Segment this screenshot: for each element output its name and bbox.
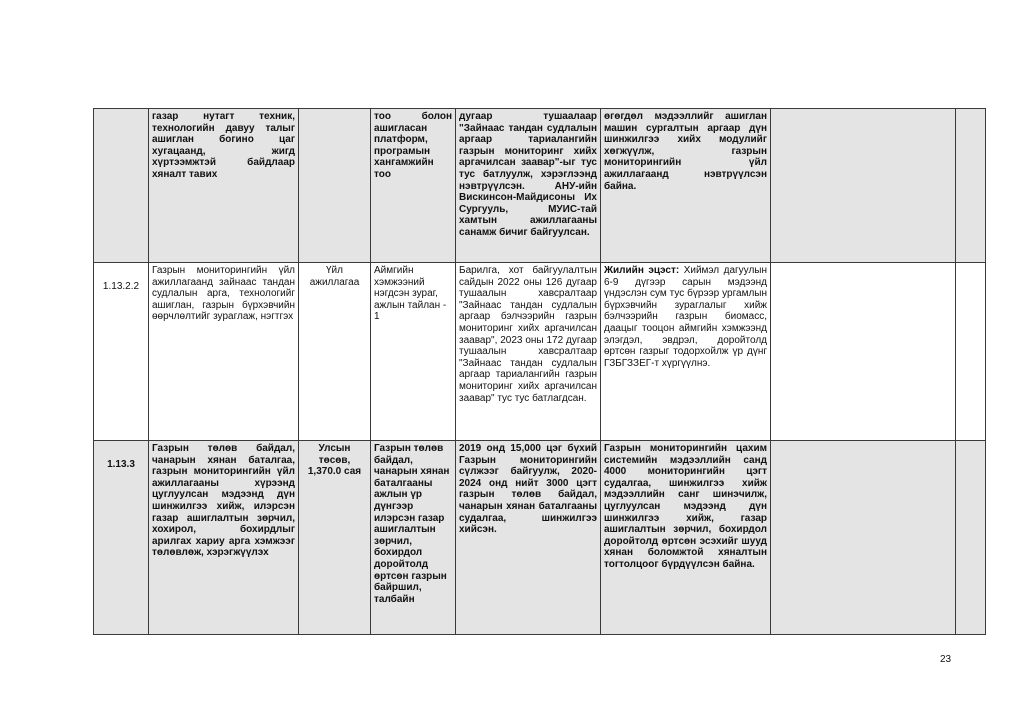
cell-blank	[771, 109, 956, 263]
cell-number	[94, 109, 149, 263]
cell-number: 1.13.2.2	[94, 263, 149, 441]
report-table	[93, 108, 986, 635]
page-number: 23	[940, 654, 952, 665]
cell-task: Газрын төлөв байдал, чанарын хянан баталгаа, газрын мониторингийн үйл ажиллагааны хүрээнд цуглуулсан мэдээнд дүн шинжилгээ хийж, илэрсэн газар ашиглалтын зөрчил, хохирол, бохирдлыг арилгах хариу арга хэмжээг төлөвлөж, хэрэгжүүлэх	[149, 441, 299, 635]
cell-indicator: Аймгийн хэмжээний нэгдсэн зураг, ажлын тайлан - 1	[371, 263, 456, 441]
cell-task: Газрын мониторингийн үйл ажиллагаанд зайнаас тандан судлалын арга, технологийг ашиглан, газрын бүрхэвчийн өөрчлөлтийг зураглаж, нэгтгэх	[149, 263, 299, 441]
table-row	[94, 441, 986, 635]
cell-blank	[956, 109, 986, 263]
cell-budget	[299, 109, 371, 263]
result-label: Жилийн эцэст:	[604, 265, 680, 276]
cell-result: Газрын мониторингийн цахим системийн мэдээллийн санд 4000 мониторингийн цэгт судалгаа, шинжилгээ хийж мэдээллийн санг шинэчилж, цуглуулсан мэдээнд дүн шинжилгээ хийж, газар ашиглалтын зөрчил, бохирдол доройтолд өртсөн эсэхийг шууд хянан боломжтой хяналтын тогтолцоог бүрдүүлсэн байна.	[601, 441, 771, 635]
cell-budget: Улсын төсөв, 1,370.0 сая	[299, 441, 371, 635]
table-row	[94, 109, 986, 263]
cell-indicator: Газрын төлөв байдал, чанарын хянан баталгааны ажлын үр дүнгээр илэрсэн газар ашиглалтын зөрчил, бохирдол доройтолд өртсөн газрын байршил, талбайн	[371, 441, 456, 635]
cell-blank	[771, 263, 956, 441]
cell-progress: 2019 онд 15,000 цэг бүхий Газрын мониторингийн сүлжээг байгуулж, 2020-2024 онд нийт 3000 цэгт газрын төлөв байдал, чанарын хянан баталгааны судалгаа, шинжилгээ хийсэн.	[456, 441, 601, 635]
cell-progress: Барилга, хот байгуулалтын сайдын 2022 оны 126 дугаар тушаалын хавсралтаар "Зайнаас тандан судлалын аргаар бэлчээрийн газрын мониторинг хийх аргачилсан заавар", 2023 оны 172 дугаар тушаалын хавсралтаар "Зайнаас тандан судлалын аргаар тариалангийн газрын мониторинг хийх аргачилсан заавар" тус тус батлагдсан.	[456, 263, 601, 441]
cell-number: 1.13.3	[94, 441, 149, 635]
cell-progress: дугаар тушаалаар "Зайнаас тандан судлалын аргаар тариалангийн газрын мониторинг хийх аргачилсан заавар"-ыг тус тус батлуулж, хэрэглээнд нэвтрүүлсэн. АНУ-ийн Вискинсон-Майдисоны Их Сургууль, МУИС-тай хамтын ажиллагааны санамж бичиг байгуулсан.	[456, 109, 601, 263]
cell-blank	[771, 441, 956, 635]
cell-blank	[956, 441, 986, 635]
cell-blank	[956, 263, 986, 441]
cell-result: өгөгдөл мэдээллийг ашиглан машин сургалтын аргаар дүн шинжилгээ хийх модулийг хөгжүүлж, газрын мониторингийн үйл ажиллагаанд нэвтрүүлсэн байна.	[601, 109, 771, 263]
cell-task: газар нутагт техник, технологийн давуу талыг ашиглан богино цаг хугацаанд, жигд хүртээмжтэй байдлаар хяналт тавих	[149, 109, 299, 263]
table-row	[94, 263, 986, 441]
cell-result	[601, 263, 771, 441]
result-text: Хиймэл дагуулын 6-9 дүгээр сарын мэдээнд үндэслэн сум тус бүрээр ургамлын бүрхэвчийн зураглалыг хийж бэлчээрийн газрын биомасс, даацыг тооцон аймгийн хэмжээнд элэгдэл, эвдрэл, доройтолд өртсөн газрыг тодорхойлж үр дүнг ГЗБГЗЗЕГ-т хүргүүлнэ.	[604, 265, 767, 369]
cell-indicator: тоо болон ашигласан платформ, програмын хангамжийн тоо	[371, 109, 456, 263]
cell-budget: Үйл ажиллагаа	[299, 263, 371, 441]
